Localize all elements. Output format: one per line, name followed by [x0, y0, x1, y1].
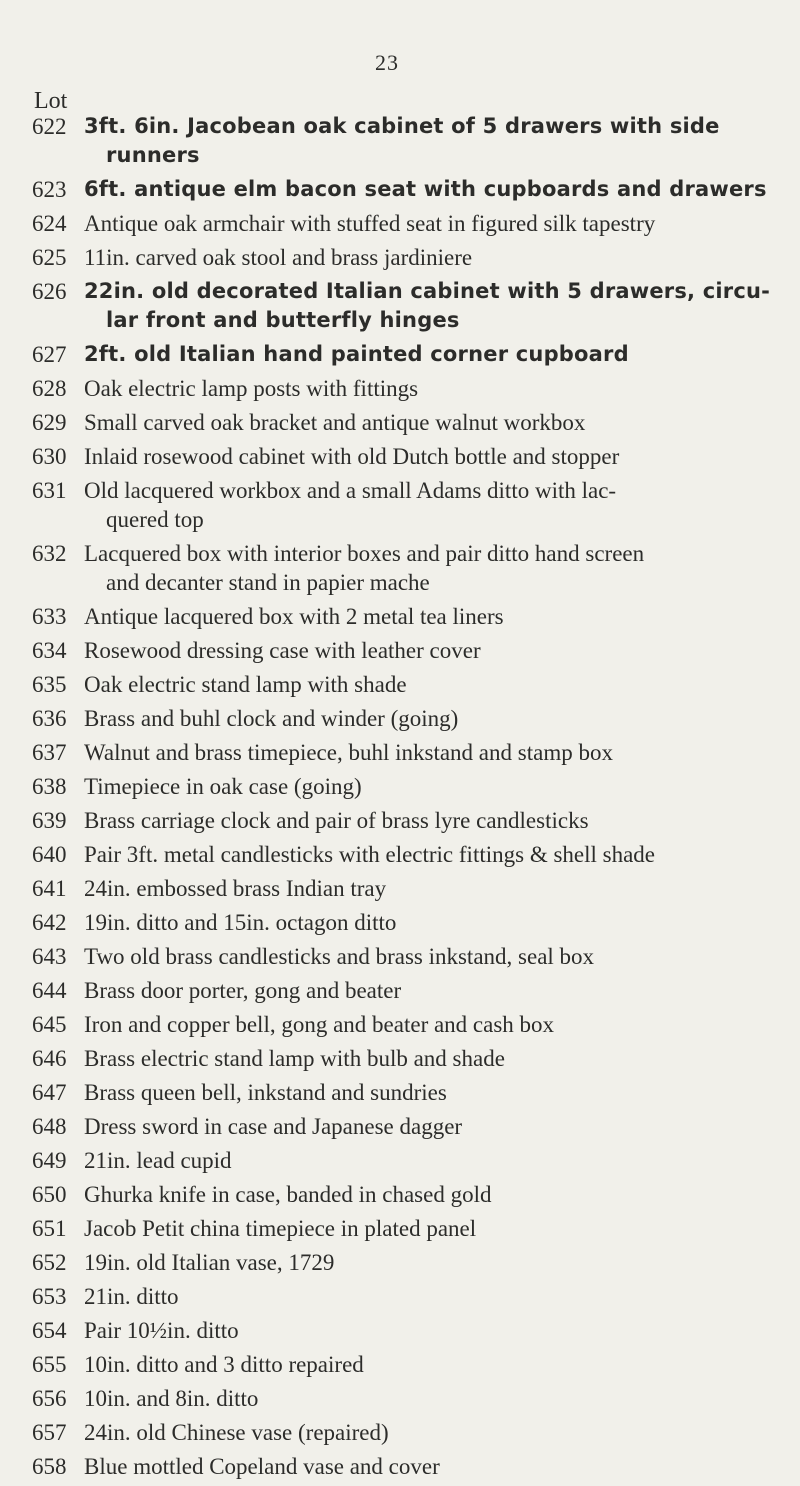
- lot-description-block: [84, 1146, 787, 1175]
- lot-entry: [32, 1112, 787, 1141]
- lot-description: Antique lacquered box with 2 metal tea liners: [84, 604, 504, 629]
- lot-description: Ghurka knife in case, banded in chased gold: [84, 1182, 492, 1207]
- lot-description: 19in. ditto and 15in. octagon ditto: [84, 910, 397, 935]
- lot-number: 638: [32, 774, 67, 799]
- lot-number: 640: [32, 842, 67, 867]
- lot-description: 2ft. old Italian hand painted corner cupboard: [84, 342, 629, 366]
- lot-number: 645: [32, 1012, 67, 1037]
- lot-entry: [32, 1418, 787, 1447]
- lot-number: 658: [32, 1454, 67, 1479]
- lot-entry: [32, 1384, 787, 1413]
- lot-description: Antique oak armchair with stuffed seat in figured silk tapestry: [84, 211, 656, 236]
- lot-entry: [32, 670, 787, 699]
- lot-description: Walnut and brass timepiece, buhl inkstand and stamp box: [84, 740, 613, 765]
- lot-description-continued: and decanter stand in papier mache: [106, 570, 430, 595]
- lot-number: 649: [32, 1148, 67, 1173]
- lot-description-block: [84, 1180, 787, 1209]
- lot-entry: [32, 277, 787, 335]
- lot-description: Two old brass candlesticks and brass inkstand, seal box: [84, 944, 595, 969]
- lot-description-block: [84, 1384, 787, 1413]
- lot-description-continued: runners: [106, 143, 200, 167]
- lot-entry: [32, 1452, 787, 1481]
- lot-description: 3ft. 6in. Jacobean oak cabinet of 5 drawers with side: [84, 114, 720, 138]
- lot-description: 24in. embossed brass Indian tray: [84, 876, 387, 901]
- lot-number: 653: [32, 1284, 67, 1309]
- lot-description: Inlaid rosewood cabinet with old Dutch bottle and stopper: [84, 444, 620, 469]
- lot-description-block: [84, 704, 787, 733]
- lot-entry: [32, 175, 787, 204]
- lot-entry: [32, 374, 787, 403]
- lot-number: 633: [32, 604, 67, 629]
- lot-description-block: [84, 908, 787, 937]
- lot-description-block: [84, 340, 787, 369]
- lot-description: Lacquered box with interior boxes and pair ditto hand screen: [84, 541, 645, 566]
- lot-entry: [32, 806, 787, 835]
- lot-description-block: [84, 1214, 787, 1243]
- lot-entry: [32, 636, 787, 665]
- lot-description-block: [84, 772, 787, 801]
- lot-description-block: [84, 1418, 787, 1447]
- lot-number: 632: [32, 541, 67, 566]
- lot-entry: [32, 1078, 787, 1107]
- lot-number: 623: [32, 177, 67, 202]
- lot-column-heading: Lot: [34, 88, 68, 114]
- lot-description-block: [84, 1282, 787, 1311]
- lot-number: 642: [32, 910, 67, 935]
- lot-description: Brass door porter, gong and beater: [84, 978, 402, 1003]
- lot-entry: [32, 1214, 787, 1243]
- lot-number: 628: [32, 376, 67, 401]
- lot-number: 641: [32, 876, 67, 901]
- lot-description: Brass carriage clock and pair of brass lyre candlesticks: [84, 808, 589, 833]
- page-number: 23: [375, 50, 399, 75]
- lot-number: 654: [32, 1318, 67, 1343]
- lot-description-block: [84, 175, 787, 204]
- lot-number: 652: [32, 1250, 67, 1275]
- lot-entry: [32, 874, 787, 903]
- lot-number: 627: [32, 342, 67, 367]
- lot-number: 624: [32, 211, 67, 236]
- lot-entry: [32, 408, 787, 437]
- lot-entry: [32, 442, 787, 471]
- lot-description-continued: lar front and butterfly hinges: [106, 308, 460, 332]
- lot-description: 10in. and 8in. ditto: [84, 1386, 259, 1411]
- lot-description-block: [84, 476, 787, 534]
- lot-number: 622: [32, 114, 67, 139]
- lot-number: 630: [32, 444, 67, 469]
- lot-description: Blue mottled Copeland vase and cover: [84, 1454, 440, 1479]
- lot-description: Oak electric stand lamp with shade: [84, 672, 407, 697]
- lot-number: 625: [32, 245, 67, 270]
- lot-description-block: [84, 1078, 787, 1107]
- lot-entry: [32, 243, 787, 272]
- lot-entry: [32, 1146, 787, 1175]
- lot-entry: [32, 1180, 787, 1209]
- lot-entry: [32, 840, 787, 869]
- lot-description: 24in. old Chinese vase (repaired): [84, 1420, 389, 1445]
- lot-entry: [32, 1316, 787, 1345]
- lot-number: 650: [32, 1182, 67, 1207]
- lot-description: 21in. lead cupid: [84, 1148, 232, 1173]
- lot-description: Brass queen bell, inkstand and sundries: [84, 1080, 447, 1105]
- lot-description: Small carved oak bracket and antique walnut workbox: [84, 410, 586, 435]
- lot-description: 11in. carved oak stool and brass jardiniere: [84, 245, 473, 270]
- lot-entry: [32, 942, 787, 971]
- lot-description: Brass and buhl clock and winder (going): [84, 706, 459, 731]
- lot-description-block: [84, 806, 787, 835]
- lot-description: 19in. old Italian vase, 1729: [84, 1250, 335, 1275]
- lot-description-continued: quered top: [106, 507, 204, 532]
- lot-entry: [32, 539, 787, 597]
- lot-description-block: [84, 1112, 787, 1141]
- lot-entry: [32, 209, 787, 238]
- lot-description: Dress sword in case and Japanese dagger: [84, 1114, 463, 1139]
- lot-description-block: [84, 1452, 787, 1481]
- lot-entry: [32, 1248, 787, 1277]
- lot-entry: [32, 1044, 787, 1073]
- lot-number: 648: [32, 1114, 67, 1139]
- lot-number: 657: [32, 1420, 67, 1445]
- lot-description-block: [84, 374, 787, 403]
- lot-entry: [32, 772, 787, 801]
- lot-description: Timepiece in oak case (going): [84, 774, 362, 799]
- lot-description: Jacob Petit china timepiece in plated panel: [84, 1216, 477, 1241]
- lot-description-block: [84, 1316, 787, 1345]
- lot-number: 636: [32, 706, 67, 731]
- lot-list: [32, 112, 787, 1486]
- lot-number: 647: [32, 1080, 67, 1105]
- lot-description: 10in. ditto and 3 ditto repaired: [84, 1352, 364, 1377]
- lot-description: Oak electric lamp posts with fittings: [84, 376, 419, 401]
- lot-number: 651: [32, 1216, 67, 1241]
- lot-description-block: [84, 243, 787, 272]
- lot-number: 634: [32, 638, 67, 663]
- lot-number: 646: [32, 1046, 67, 1071]
- lot-entry: [32, 340, 787, 369]
- lot-description-block: [84, 408, 787, 437]
- lot-description-block: [84, 602, 787, 631]
- lot-description-block: [84, 209, 787, 238]
- lot-description-block: [84, 636, 787, 665]
- lot-description: Iron and copper bell, gong and beater and cash box: [84, 1012, 555, 1037]
- lot-description-block: [84, 112, 787, 170]
- lot-number: 629: [32, 410, 67, 435]
- lot-number: 643: [32, 944, 67, 969]
- lot-number: 656: [32, 1386, 67, 1411]
- lot-description: 6ft. antique elm bacon seat with cupboards and drawers: [84, 177, 767, 201]
- lot-description: Pair 3ft. metal candlesticks with electric fittings & shell shade: [84, 842, 656, 867]
- lot-number: 635: [32, 672, 67, 697]
- lot-description-block: [84, 738, 787, 767]
- lot-description-block: [84, 277, 787, 335]
- lot-number: 626: [32, 279, 67, 304]
- lot-description: Rosewood dressing case with leather cover: [84, 638, 481, 663]
- lot-number: 639: [32, 808, 67, 833]
- lot-description-block: [84, 1044, 787, 1073]
- lot-description: 22in. old decorated Italian cabinet with 5 drawers, circu-: [84, 279, 771, 303]
- lot-description-block: [84, 1248, 787, 1277]
- lot-entry: [32, 908, 787, 937]
- lot-number: 637: [32, 740, 67, 765]
- lot-description-block: [84, 942, 787, 971]
- lot-entry: [32, 738, 787, 767]
- lot-entry: [32, 1282, 787, 1311]
- lot-number: 631: [32, 478, 67, 503]
- lot-entry: [32, 1350, 787, 1379]
- lot-description: Old lacquered workbox and a small Adams ditto with lac-: [84, 478, 617, 503]
- lot-entry: [32, 976, 787, 1005]
- lot-description-block: [84, 840, 787, 869]
- lot-description: Pair 10½in. ditto: [84, 1318, 239, 1343]
- lot-description: Brass electric stand lamp with bulb and shade: [84, 1046, 505, 1071]
- lot-description: 21in. ditto: [84, 1284, 179, 1309]
- lot-description-block: [84, 539, 787, 597]
- lot-description-block: [84, 1010, 787, 1039]
- lot-entry: [32, 476, 787, 534]
- lot-entry: [32, 602, 787, 631]
- lot-number: 644: [32, 978, 67, 1003]
- lot-entry: [32, 112, 787, 170]
- lot-description-block: [84, 976, 787, 1005]
- lot-number: 655: [32, 1352, 67, 1377]
- lot-description-block: [84, 670, 787, 699]
- lot-entry: [32, 704, 787, 733]
- lot-description-block: [84, 1350, 787, 1379]
- lot-description-block: [84, 442, 787, 471]
- lot-description-block: [84, 874, 787, 903]
- lot-entry: [32, 1010, 787, 1039]
